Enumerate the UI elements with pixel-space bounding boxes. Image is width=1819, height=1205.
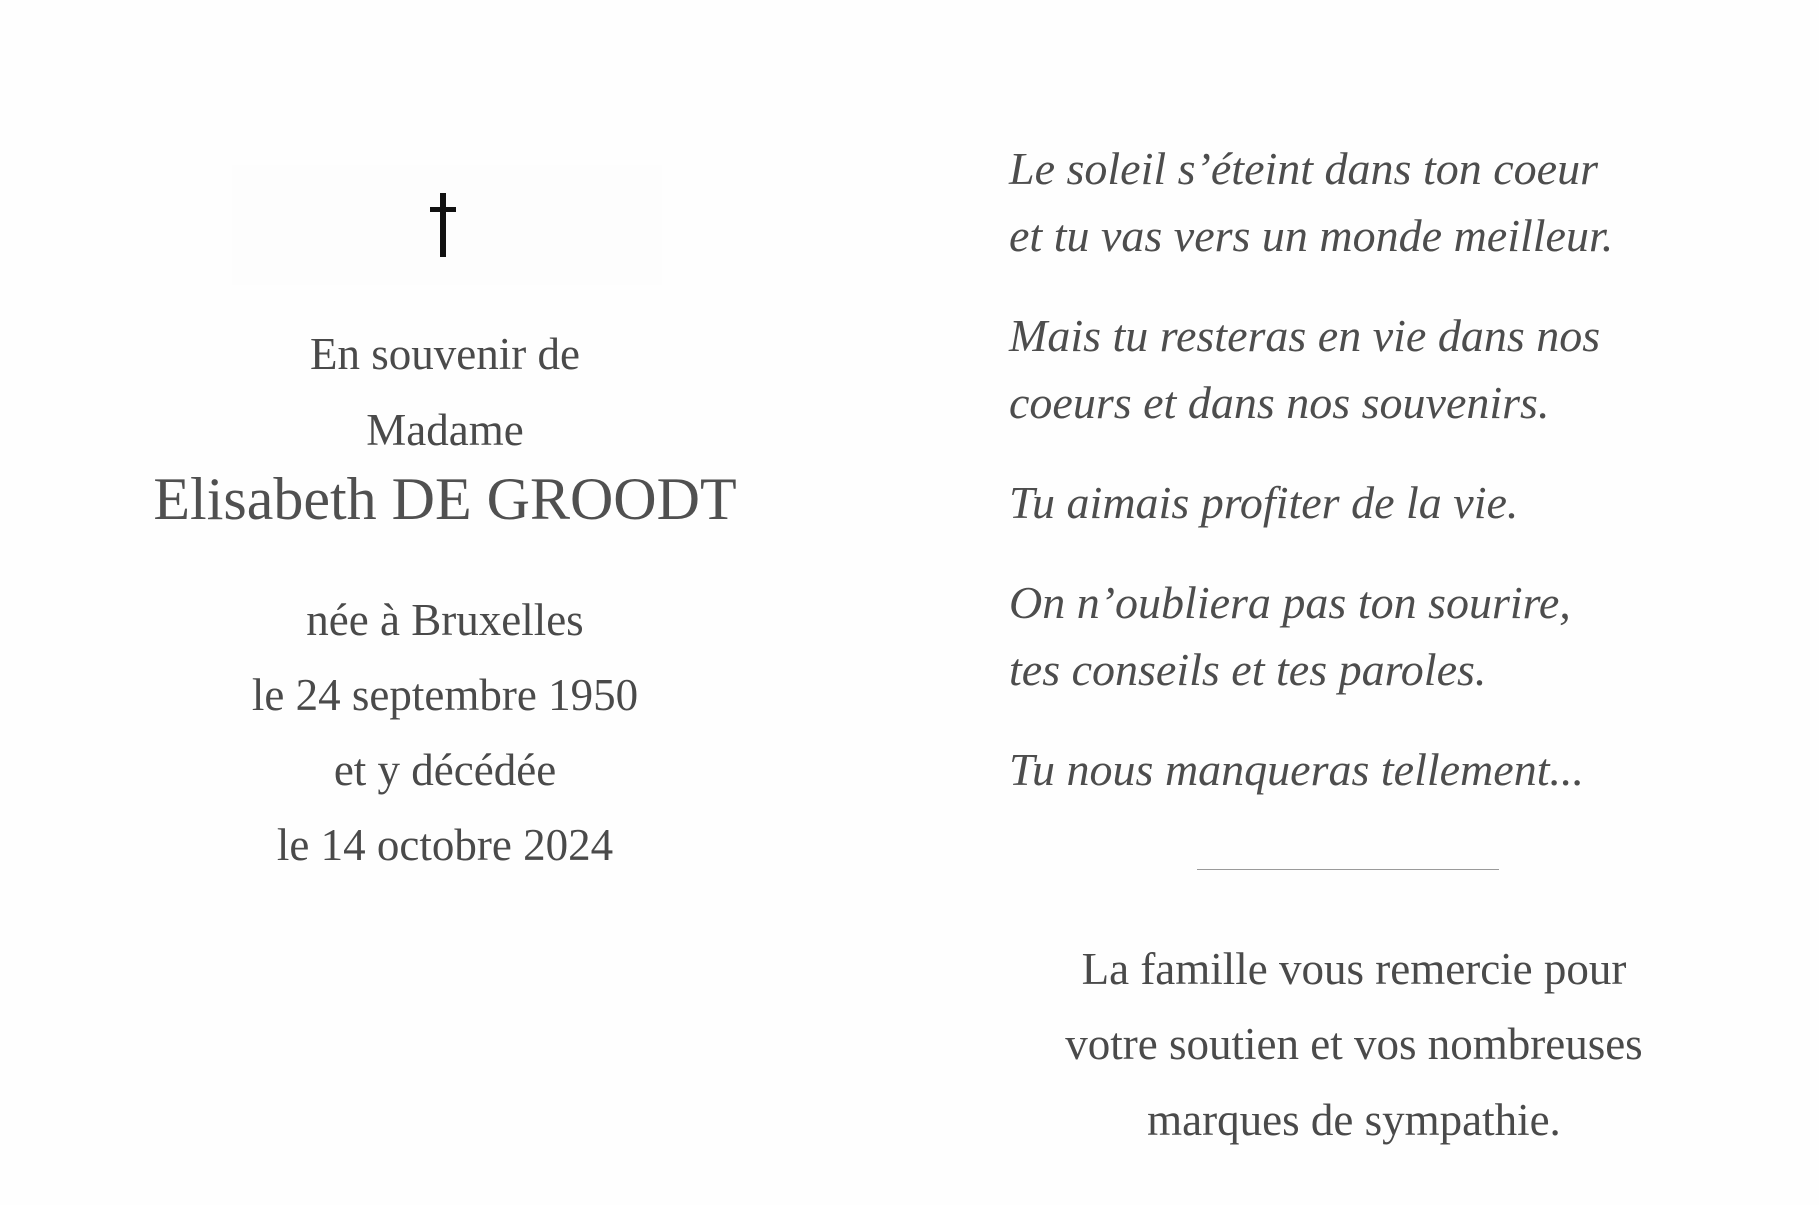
title-text: Madame xyxy=(366,405,524,455)
thanks-line: marques de sympathie. xyxy=(1147,1095,1561,1145)
poem-line: coeurs et dans nos souvenirs. xyxy=(1009,377,1550,428)
poem-line: Tu aimais profiter de la vie. xyxy=(1009,477,1519,528)
birth-date: le 24 septembre 1950 xyxy=(251,670,639,720)
thanks-line: votre soutien et vos nombreuses xyxy=(1065,1019,1643,1069)
intro-text: En souvenir de xyxy=(310,329,580,379)
poem-line: et tu vas vers un monde meilleur. xyxy=(1009,210,1614,261)
poem-line: On n’oubliera pas ton sourire, xyxy=(1009,577,1571,628)
poem-line: Mais tu resteras en vie dans nos xyxy=(1009,310,1601,361)
deceased-name: Elisabeth DE GROODT xyxy=(153,466,737,532)
death-place: et y décédée xyxy=(333,745,557,795)
thanks-line: La famille vous remercie pour xyxy=(1081,944,1627,994)
death-date: le 14 octobre 2024 xyxy=(276,820,614,870)
latin-cross-icon xyxy=(425,193,461,257)
memorial-left-panel xyxy=(0,0,890,1205)
poem-line: tes conseils et tes paroles. xyxy=(1009,644,1487,695)
poem-line: Le soleil s’éteint dans ton coeur xyxy=(1009,143,1598,194)
birth-place: née à Bruxelles xyxy=(306,595,584,645)
separator-line xyxy=(1197,869,1499,870)
poem-line: Tu nous manqueras tellement... xyxy=(1009,744,1584,795)
